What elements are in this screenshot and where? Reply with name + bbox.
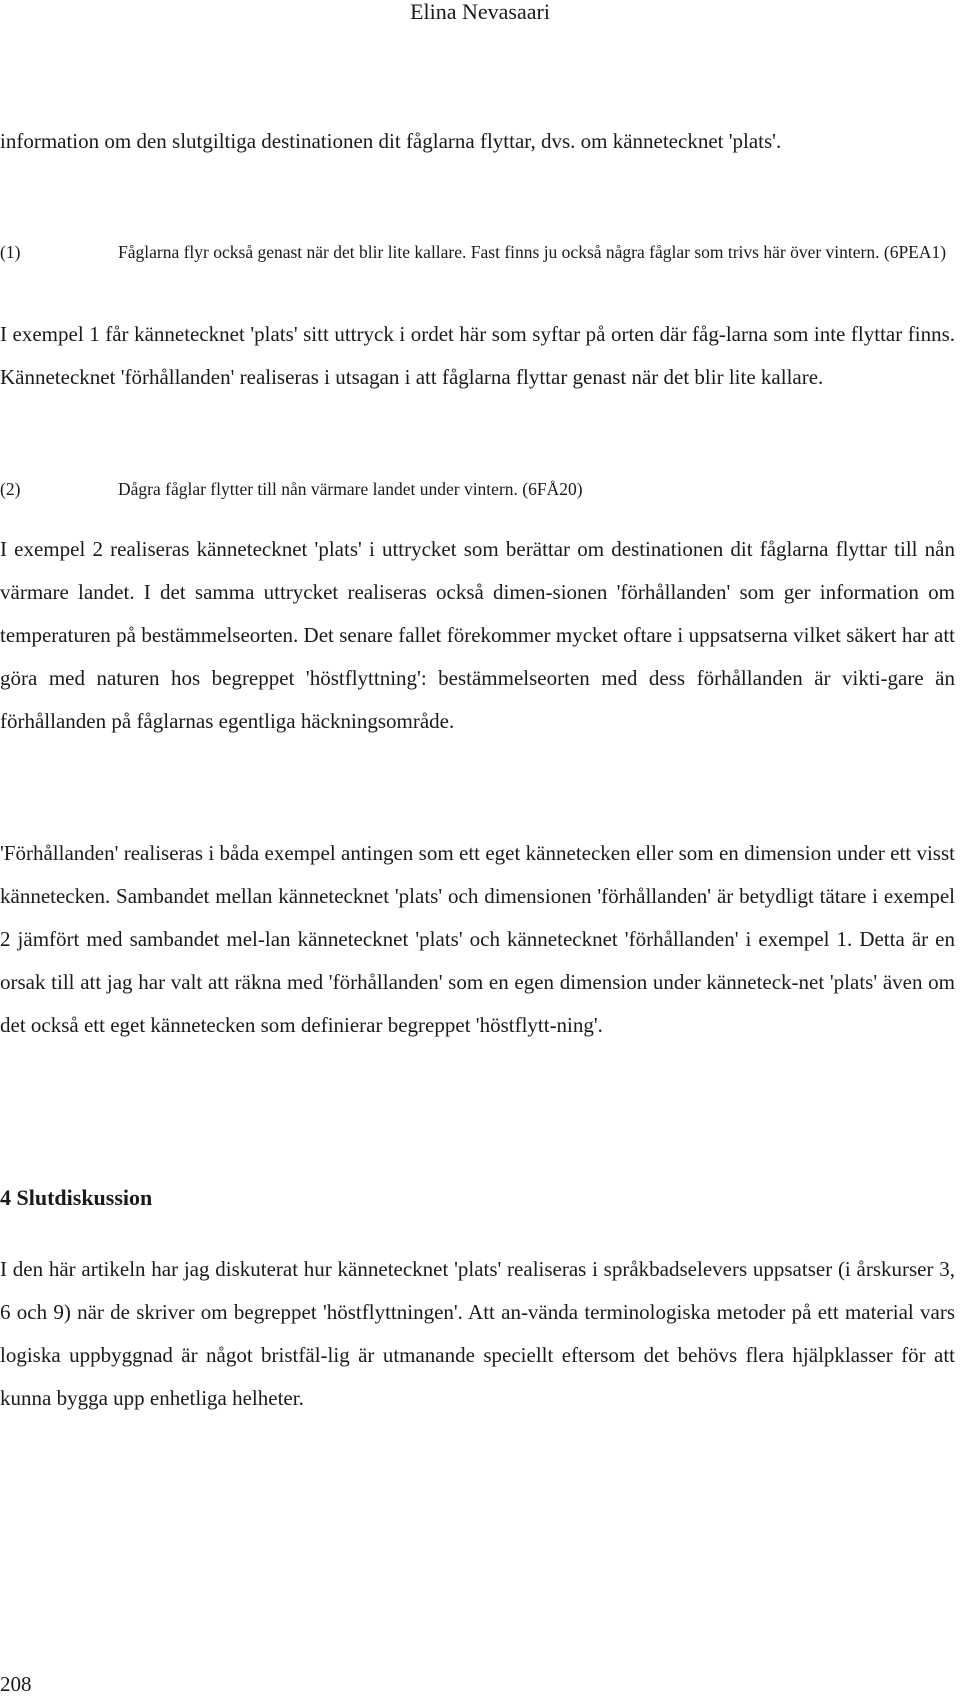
paragraph-intro: information om den slutgiltiga destinationen dit fåglarna flyttar, dvs. om kännetecknet 'plats'. [0, 129, 782, 153]
example-2-number: (2) [0, 479, 21, 499]
paragraph-conditions-dimension: 'Förhållanden' realiseras i båda exempel antingen som ett eget kännetecken eller som en dimension under ett visst kännetecken. Sambandet mellan kännetecknet 'plats' och dimensionen 'förhållanden' är betydligt tätare i exempel 2 jämfört med sambandet mel-lan kännetecknet 'plats' och kännetecknet 'förhållanden' i exempel 1. Detta är en orsak till att jag har valt att räkna med 'förhållanden' som en egen dimension under känneteck-net 'plats' även om det också ett eget kännetecken som definierar begreppet 'höstflytt-ning'. [0, 841, 955, 1037]
paragraph-example-2-analysis: I exempel 2 realiseras kännetecknet 'plats' i uttrycket som berättar om destinationen dit fåglarna flyttar till nån värmare landet. I det samma uttrycket realiseras också dimen-sionen 'förhållanden' som ger information om temperaturen på bestämmelseorten. Det senare fallet förekommer mycket oftare i uppsatserna vilket säkert har att göra med naturen hos begreppet 'höstflyttning': bestämmelseorten med dess förhållanden är vikti-gare än förhållanden på fåglarnas egentliga häckningsområde. [0, 537, 955, 733]
page-number: 208 [0, 1672, 32, 1696]
paragraph-conclusion: I den här artikeln har jag diskuterat hur kännetecknet 'plats' realiseras i språkbadselevers uppsatser (i årskurser 3, 6 och 9) när de skriver om begreppet 'höstflyttningen'. Att an-vända terminologiska metoder på ett material vars logiska uppbyggnad är något bristfäl-lig är utmanande speciellt eftersom det behövs flera hjälpklasser för att kunna bygga upp enhetliga helheter. [0, 1257, 955, 1410]
section-heading: 4 Slutdiskussion [0, 1185, 153, 1210]
example-1-text: Fåglarna flyr också genast när det blir lite kallare. Fast finns ju också några fåglar som trivs här över vintern. (6PEA1) [118, 242, 947, 262]
running-header-author: Elina Nevasaari [410, 0, 550, 24]
example-1 [0, 241, 955, 263]
example-2 [0, 478, 955, 500]
example-1-number: (1) [0, 242, 21, 262]
example-2-text: Dågra fåglar flytter till nån värmare landet under vintern. (6FÅ20) [118, 479, 583, 499]
paragraph-example-1-analysis: I exempel 1 får kännetecknet 'plats' sitt uttryck i ordet här som syftar på orten där fåg-larna som inte flyttar finns. Kännetecknet 'förhållanden' realiseras i utsagan i att fåglarna flyttar genast när det blir lite kallare. [0, 322, 955, 389]
